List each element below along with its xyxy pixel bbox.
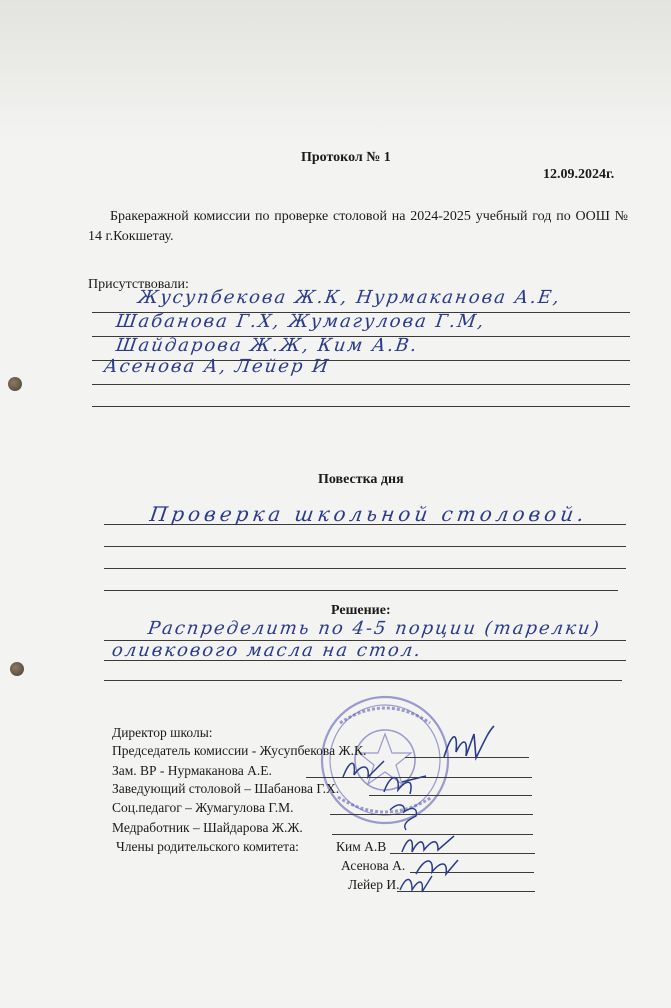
- signature-mark: [380, 768, 430, 798]
- parent-name: Ким А.В: [336, 839, 387, 854]
- canteen-head-label: Заведующий столовой – Шабанова Г.Х.: [112, 781, 340, 796]
- attendee-handwriting: Асенова А, Лейер И: [102, 356, 332, 377]
- page-shadow: [0, 0, 671, 140]
- ruled-line: [92, 406, 630, 407]
- director-label: Директор школы:: [112, 725, 213, 740]
- protocol-intro: Бракеражной комиссии по проверке столовой на 2024-2025 учебный год по ООШ № 14 г.Кокшетау.: [88, 209, 628, 244]
- protocol-date: 12.09.2024г.: [543, 167, 615, 182]
- punch-hole: [10, 662, 24, 676]
- punch-hole: [8, 377, 22, 391]
- decision-heading: Решение:: [331, 603, 391, 618]
- ruled-line: [104, 568, 626, 569]
- signature-mark: [440, 722, 500, 767]
- protocol-title: Протокол № 1: [301, 150, 391, 165]
- signature-mark: [396, 868, 436, 898]
- attendee-handwriting: Шайдарова Ж.Ж, Ким А.В.: [114, 335, 420, 356]
- chair-label: Председатель комиссии - Жусупбекова Ж.К.: [112, 743, 367, 758]
- agenda-handwriting: Проверка школьной столовой.: [148, 502, 590, 526]
- decision-handwriting: оливкового масла на стол.: [110, 640, 424, 661]
- ruled-line: [92, 384, 630, 385]
- parent-name: Лейер И.: [348, 877, 400, 892]
- ruled-line: [104, 546, 626, 547]
- nurse-label: Медработник – Шайдарова Ж.Ж.: [112, 820, 303, 835]
- signature-mark: [386, 798, 436, 834]
- agenda-heading: Повестка дня: [318, 472, 404, 487]
- ruled-line: [104, 680, 622, 681]
- deputy-label: Зам. ВР - Нурмаканова А.Е.: [112, 763, 272, 778]
- parent-name: Асенова А.: [341, 858, 406, 873]
- attendee-handwriting: Шабанова Г.Х, Жумагулова Г.М,: [114, 311, 487, 332]
- ruled-line: [104, 590, 618, 591]
- decision-handwriting: Распределить по 4-5 порции (тарелки): [146, 618, 602, 639]
- attendee-handwriting: Жусупбекова Ж.К, Нурмаканова А.Е,: [136, 287, 563, 308]
- attendance-label: Присутствовали:: [88, 277, 189, 292]
- social-teacher-label: Соц.педагог – Жумагулова Г.М.: [112, 800, 294, 815]
- parents-label: Члены родительского комитета:: [116, 839, 299, 854]
